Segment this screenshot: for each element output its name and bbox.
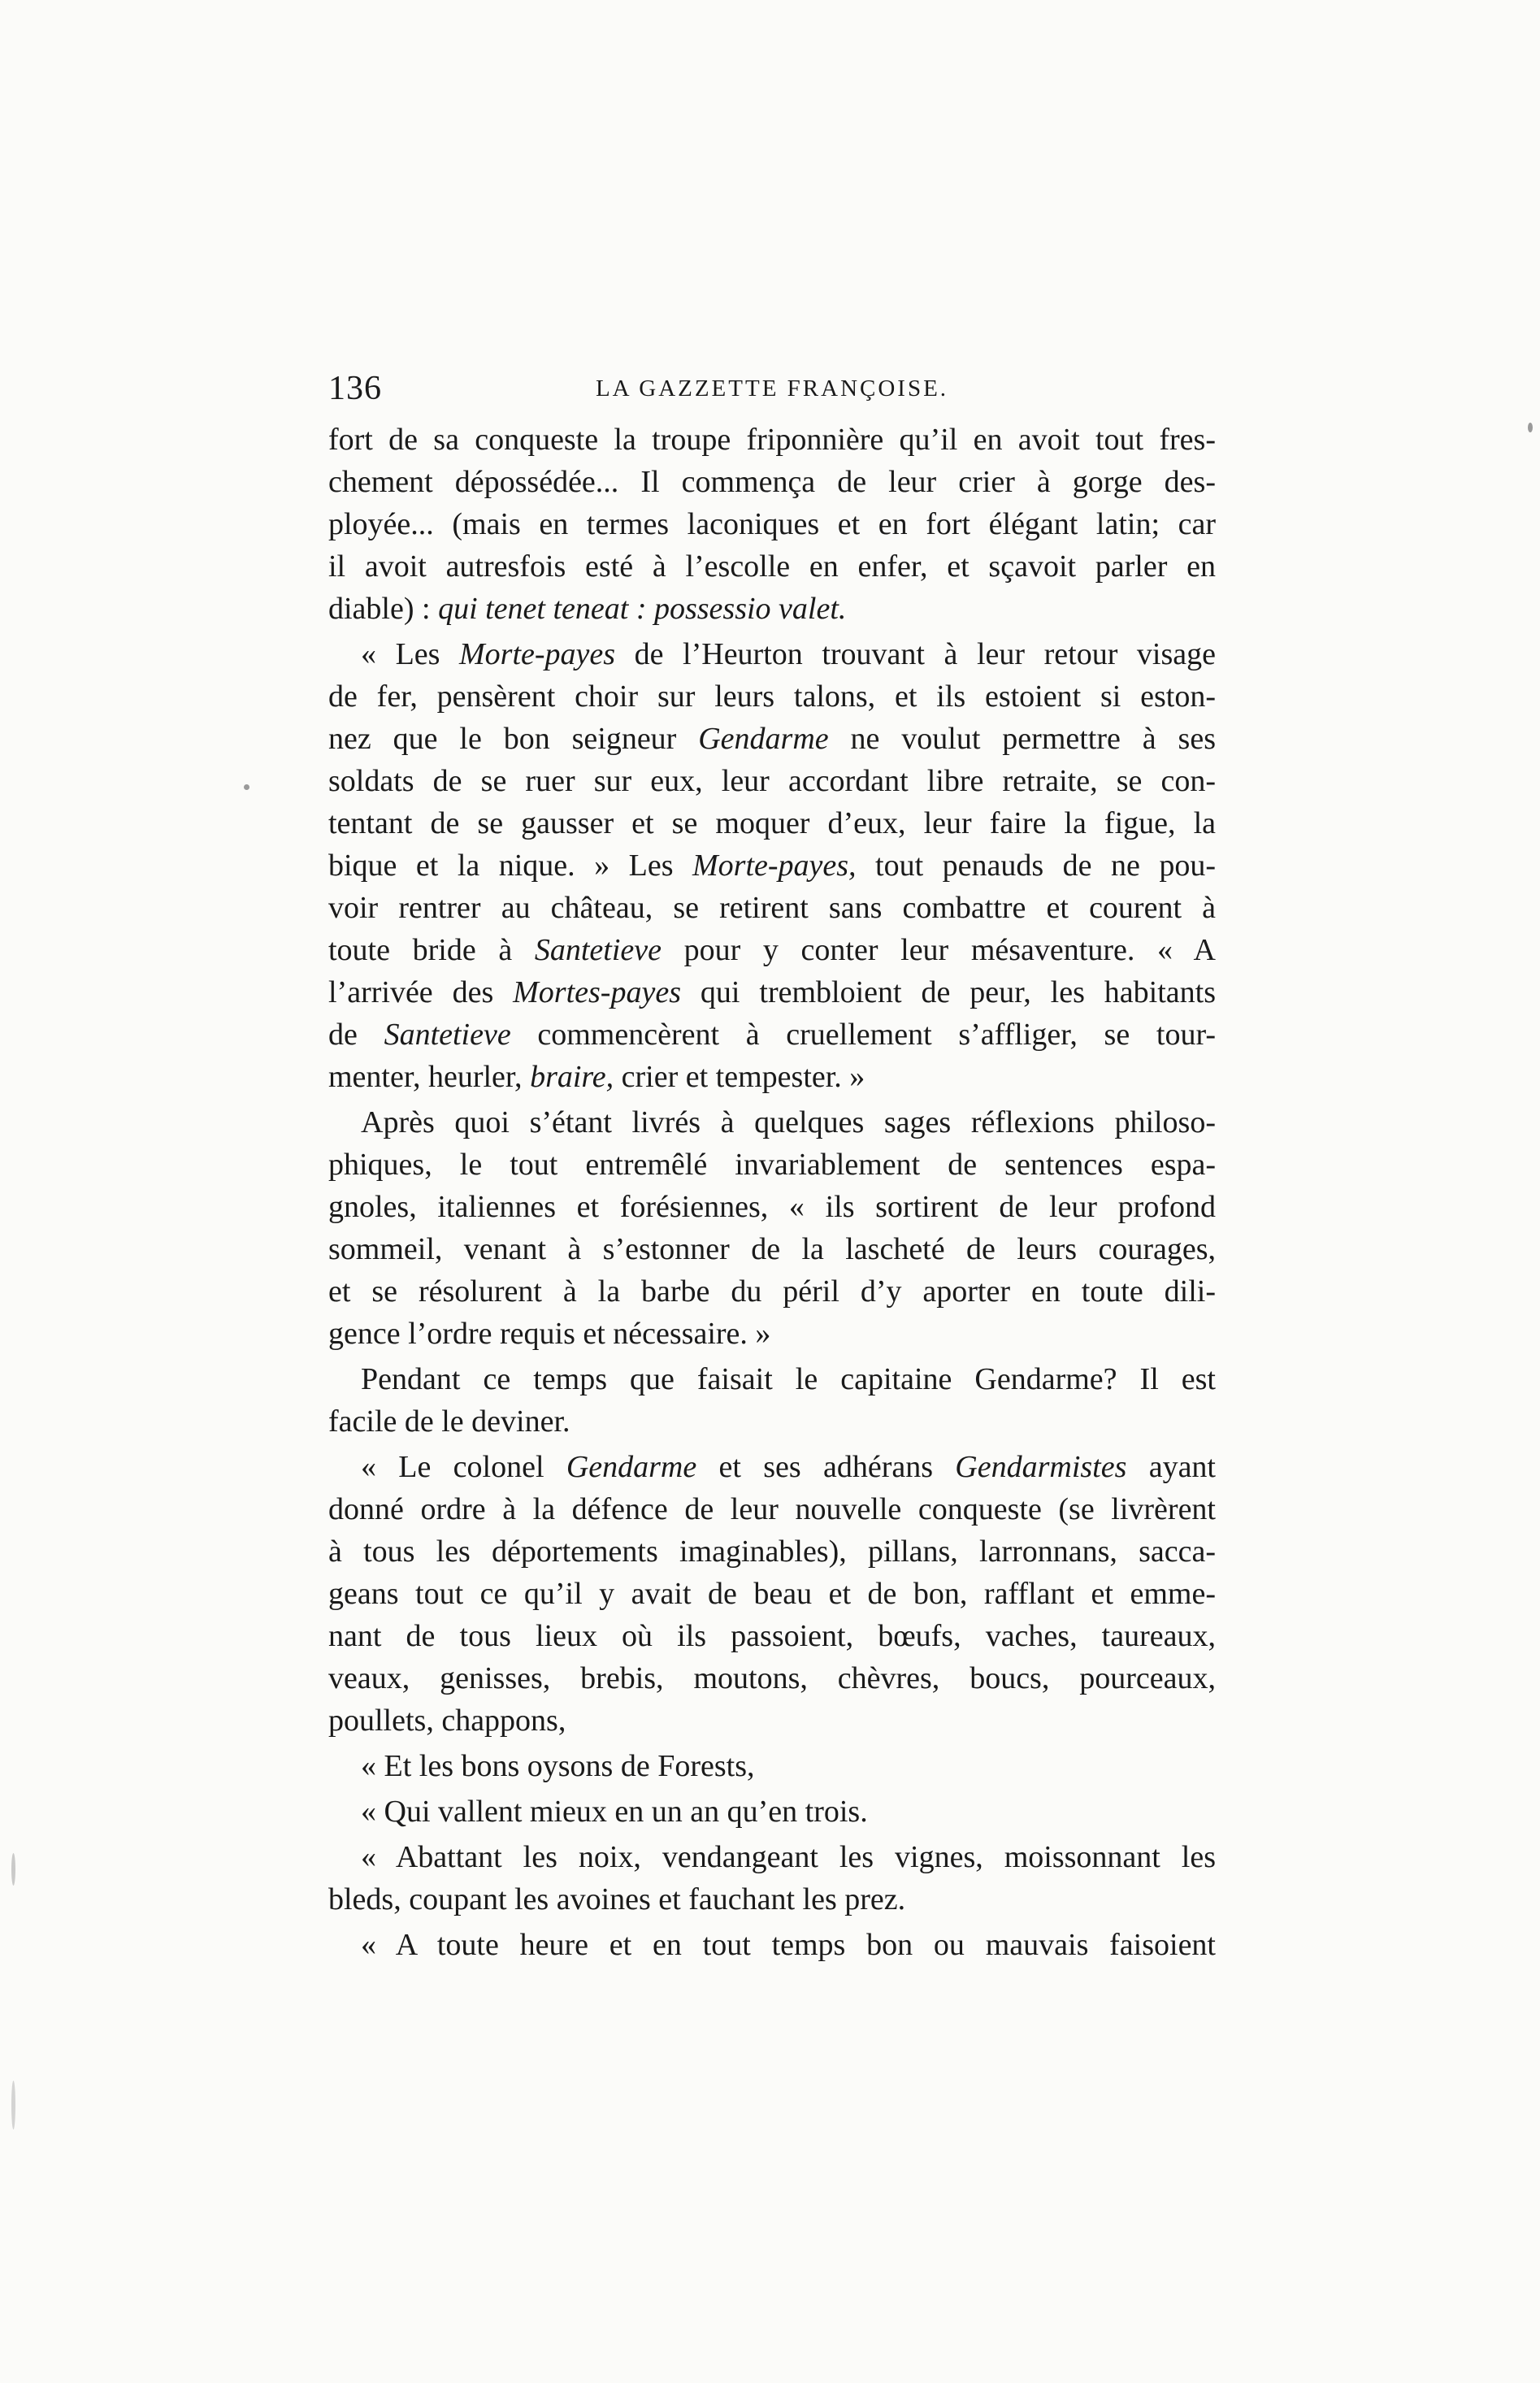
text-run: donné ordre à la défence de leur nouvelle conqueste (se livrèrent [328,1492,1216,1526]
text-line [328,461,1216,503]
text-run: ployée... (mais en termes laconiques et en fort élégant latin; car [328,507,1216,541]
body-text [328,419,1216,1969]
italic-text: Gendarme [698,722,829,756]
text-line [328,802,1216,844]
text-line [328,1400,1216,1443]
text-line [328,419,1216,461]
text-line [328,675,1216,718]
paragraph [328,1791,1216,1833]
text-line [328,503,1216,545]
page-header [328,364,1216,413]
text-line [328,1056,1216,1098]
paragraph [328,1446,1216,1742]
paragraph [328,1745,1216,1787]
text-run: commencèrent à cruellement s’affliger, se tour- [510,1018,1216,1052]
text-line [328,718,1216,760]
text-run: Pendant ce temps que faisait le capitaine Gendarme? Il est [361,1362,1216,1396]
text-line [328,1530,1216,1573]
text-line [328,1014,1216,1056]
scan-speck [1528,423,1533,432]
text-line [328,929,1216,971]
italic-text: Santetieve [534,933,662,967]
text-run: toute bride à [328,933,535,967]
text-run: phiques, le tout entremêlé invariablement de sentences espa- [328,1148,1216,1182]
text-run: et ses adhérans [696,1450,956,1484]
text-run: qui trembloient de peur, les habitants [681,975,1216,1009]
text-line [328,1573,1216,1615]
text-run: « Le colonel [361,1450,566,1484]
text-run: fort de sa conqueste la troupe friponnière qu’il en avoit tout fres- [328,423,1216,457]
text-run: chement dépossédée... Il commença de leur crier à gorge des- [328,465,1216,499]
paragraph [328,633,1216,1098]
text-line [328,1446,1216,1488]
text-run: gnoles, italiennes et forésiennes, « ils sortirent de leur profond [328,1190,1216,1224]
text-run: « A toute heure et en tout temps bon ou mauvais faisoient [361,1928,1216,1962]
text-run: l’arrivée des [328,975,514,1009]
text-line [328,1488,1216,1530]
scan-speck [11,1853,15,1886]
text-run: gence l’ordre requis et nécessaire. » [328,1317,771,1351]
text-run: tentant de se gausser et se moquer d’eux, leur faire la figue, la [328,806,1216,840]
scan-speck [244,784,249,790]
text-line [328,1270,1216,1313]
text-run: « Et les bons oysons de Forests, [361,1749,755,1783]
italic-text: Morte-payes [459,637,616,671]
text-run: de l’Heurton trouvant à leur retour visage [615,637,1216,671]
text-run: « Abattant les noix, vendangeant les vignes, moissonnant les [361,1840,1216,1874]
paragraph-gap [328,1966,1216,1969]
text-run: bique et la nique. » Les [328,849,692,883]
text-run: nant de tous lieux où ils passoient, bœufs, vaches, taureaux, [328,1619,1216,1653]
text-run: geans tout ce qu’il y avait de beau et de bon, rafflant et emme- [328,1577,1216,1611]
text-line [328,633,1216,675]
text-line [328,1657,1216,1699]
italic-text: Mortes-payes [513,975,681,1009]
paragraph [328,1101,1216,1355]
text-run: soldats de se ruer sur eux, leur accordant libre retraite, se con- [328,764,1216,798]
text-run: et se résolurent à la barbe du péril d’y aporter en toute dili- [328,1274,1216,1309]
text-run: il avoit autresfois esté à l’escolle en enfer, et sçavoit parler en [328,549,1216,584]
running-title: LA GAZZETTE FRANÇOISE. [595,375,949,402]
italic-text: Morte-payes, [692,849,857,883]
scan-speck [11,2081,15,2129]
italic-text: Gendarmistes [955,1450,1127,1484]
text-line [328,760,1216,802]
text-line [328,545,1216,588]
paragraph [328,1836,1216,1921]
text-line [328,1313,1216,1355]
text-line [328,1836,1216,1878]
text-run: Après quoi s’étant livrés à quelques sages réflexions philoso- [361,1105,1216,1139]
text-run: ne voulut permettre à ses [828,722,1216,756]
text-run: poullets, chappons, [328,1704,566,1738]
text-run: bleds, coupant les avoines et fauchant les prez. [328,1882,906,1916]
text-line [328,1699,1216,1742]
italic-text: qui tenet teneat : possessio valet. [438,592,847,626]
text-run: veaux, genisses, brebis, moutons, chèvres, boucs, pourceaux, [328,1661,1216,1695]
text-line [328,1878,1216,1921]
text-run: ayant [1126,1450,1216,1484]
text-run: menter, heurler, [328,1060,531,1094]
text-line [328,887,1216,929]
text-line [328,1101,1216,1144]
text-run: à tous les déportements imaginables), pillans, larronnans, sacca- [328,1534,1216,1569]
text-line [328,1228,1216,1270]
italic-text: Gendarme [566,1450,697,1484]
text-run: de fer, pensèrent choir sur leurs talons, et ils estoient si eston- [328,679,1216,714]
paragraph [328,1358,1216,1443]
text-run: pour y conter leur mésaventure. « A [661,933,1216,967]
text-run: nez que le bon seigneur [328,722,699,756]
text-run: sommeil, venant à s’estonner de la lascheté de leurs courages, [328,1232,1216,1266]
text-run: diable) : [328,592,439,626]
text-run: « Qui vallent mieux en un an qu’en trois. [361,1795,868,1829]
text-line [328,1791,1216,1833]
text-run: tout penauds de ne pou- [856,849,1217,883]
text-run: crier et tempester. » [614,1060,865,1094]
page-number: 136 [328,370,382,407]
text-line [328,1745,1216,1787]
italic-text: Santetieve [384,1018,511,1052]
text-run: voir rentrer au château, se retirent sans combattre et courent à [328,891,1216,925]
text-line [328,1358,1216,1400]
paragraph [328,1924,1216,1966]
text-line [328,1924,1216,1966]
paragraph [328,419,1216,630]
text-run: de [328,1018,384,1052]
text-line [328,971,1216,1014]
text-line [328,588,1216,630]
text-run: « Les [361,637,459,671]
text-line [328,1186,1216,1228]
text-line [328,1615,1216,1657]
text-line [328,1144,1216,1186]
italic-text: braire, [530,1060,614,1094]
text-run: facile de le deviner. [328,1404,570,1439]
text-line [328,844,1216,887]
